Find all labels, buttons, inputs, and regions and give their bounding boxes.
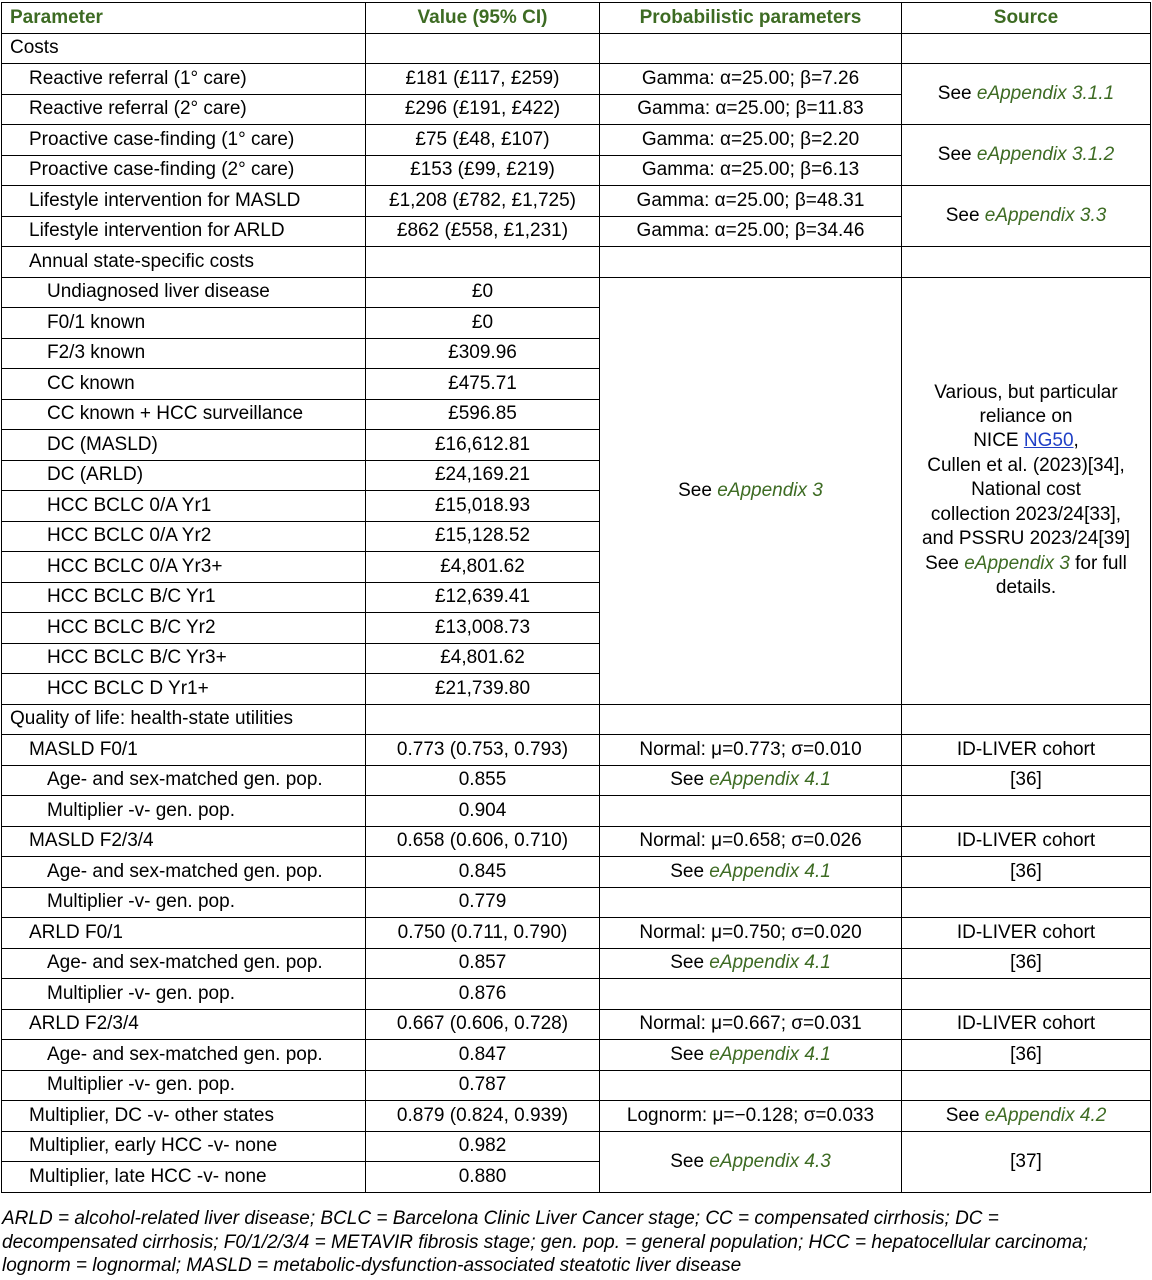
param-cell: Multiplier -v- gen. pop. — [2, 796, 366, 827]
param-cell: Multiplier -v- gen. pop. — [2, 1070, 366, 1101]
value-cell: £296 (£191, £422) — [366, 94, 600, 125]
header-source: Source — [902, 3, 1151, 34]
table-row — [2, 125, 1151, 156]
value-cell: 0.879 (0.824, 0.939) — [366, 1101, 600, 1132]
source-cell: [37] — [902, 1131, 1151, 1192]
param-cell: Lifestyle intervention for ARLD — [2, 216, 366, 247]
table-row — [2, 1131, 1151, 1162]
param-cell: DC (ARLD) — [2, 460, 366, 491]
value-cell: 0.880 — [366, 1162, 600, 1193]
prob-cell: Gamma: α=25.00; β=11.83 — [600, 94, 902, 125]
eappendix-link[interactable]: eAppendix 3.3 — [984, 205, 1107, 226]
source-cell: ID-LIVER cohort — [902, 1009, 1151, 1040]
param-cell: MASLD F2/3/4 — [2, 826, 366, 857]
param-cell: Multiplier, early HCC -v- none — [2, 1131, 366, 1162]
table-row — [2, 1070, 1151, 1101]
param-cell: Lifestyle intervention for MASLD — [2, 186, 366, 217]
table-header-row — [2, 3, 1151, 34]
param-cell: Proactive case-finding (2° care) — [2, 155, 366, 186]
eappendix-link[interactable]: eAppendix 3 — [717, 479, 823, 501]
value-cell: £1,208 (£782, £1,725) — [366, 186, 600, 217]
section-label: Costs — [2, 33, 366, 64]
param-cell: Reactive referral (2° care) — [2, 94, 366, 125]
value-cell: 0.904 — [366, 796, 600, 827]
source-cell: ID-LIVER cohort — [902, 918, 1151, 949]
table-row — [2, 735, 1151, 766]
param-cell: Multiplier, DC -v- other states — [2, 1101, 366, 1132]
value-cell: £75 (£48, £107) — [366, 125, 600, 156]
param-cell: Undiagnosed liver disease — [2, 277, 366, 308]
table-row — [2, 918, 1151, 949]
prob-cell: See eAppendix 4.3 — [600, 1131, 902, 1192]
prob-cell: See eAppendix 3 — [600, 277, 902, 704]
header-probabilistic: Probabilistic parameters — [600, 3, 902, 34]
param-cell: HCC BCLC B/C Yr1 — [2, 582, 366, 613]
table-row — [2, 765, 1151, 796]
table-row — [2, 948, 1151, 979]
value-cell: 0.855 — [366, 765, 600, 796]
eappendix-link[interactable]: eAppendix 3.1.1 — [976, 83, 1115, 104]
table-row — [2, 887, 1151, 918]
source-cell: See eAppendix 4.2 — [902, 1101, 1151, 1132]
value-cell: £4,801.62 — [366, 643, 600, 674]
table-row — [2, 277, 1151, 308]
param-cell: Age- and sex-matched gen. pop. — [2, 948, 366, 979]
param-cell: ARLD F0/1 — [2, 918, 366, 949]
parameters-table — [1, 2, 1151, 1193]
value-cell: 0.658 (0.606, 0.710) — [366, 826, 600, 857]
param-cell: DC (MASLD) — [2, 430, 366, 461]
table-row — [2, 64, 1151, 95]
source-cell: See eAppendix 3.1.1 — [902, 64, 1151, 125]
value-cell: 0.876 — [366, 979, 600, 1010]
value-cell: 0.787 — [366, 1070, 600, 1101]
param-cell: MASLD F0/1 — [2, 735, 366, 766]
value-cell: £24,169.21 — [366, 460, 600, 491]
section-row-costs — [2, 33, 1151, 64]
param-cell: Multiplier, late HCC -v- none — [2, 1162, 366, 1193]
subsection-label: Annual state-specific costs — [2, 247, 366, 278]
eappendix-link[interactable]: eAppendix 3 — [964, 552, 1070, 574]
value-cell: 0.857 — [366, 948, 600, 979]
source-cell: See eAppendix 3.3 — [902, 186, 1151, 247]
param-cell: Multiplier -v- gen. pop. — [2, 887, 366, 918]
value-cell: 0.847 — [366, 1040, 600, 1071]
eappendix-link[interactable]: eAppendix 4.1 — [709, 860, 831, 882]
param-cell: HCC BCLC B/C Yr2 — [2, 613, 366, 644]
prob-cell: Gamma: α=25.00; β=48.31 — [600, 186, 902, 217]
source-cell: [36] — [902, 857, 1151, 888]
value-cell: £4,801.62 — [366, 552, 600, 583]
value-cell: £475.71 — [366, 369, 600, 400]
prob-cell: Gamma: α=25.00; β=2.20 — [600, 125, 902, 156]
table-row — [2, 826, 1151, 857]
source-cell: See eAppendix 3.1.2 — [902, 125, 1151, 186]
table-row — [2, 1040, 1151, 1071]
header-value: Value (95% CI) — [366, 3, 600, 34]
value-cell: £15,128.52 — [366, 521, 600, 552]
value-cell: £596.85 — [366, 399, 600, 430]
param-cell: HCC BCLC B/C Yr3+ — [2, 643, 366, 674]
prob-cell: See eAppendix 4.1 — [600, 948, 902, 979]
value-cell: £13,008.73 — [366, 613, 600, 644]
value-cell: £181 (£117, £259) — [366, 64, 600, 95]
param-cell: Reactive referral (1° care) — [2, 64, 366, 95]
param-cell: Age- and sex-matched gen. pop. — [2, 857, 366, 888]
ng50-link[interactable]: NG50 — [1023, 430, 1074, 452]
prob-cell: Gamma: α=25.00; β=7.26 — [600, 64, 902, 95]
table-row — [2, 186, 1151, 217]
prob-cell: Gamma: α=25.00; β=6.13 — [600, 155, 902, 186]
value-cell: £309.96 — [366, 338, 600, 369]
eappendix-link[interactable]: eAppendix 4.1 — [709, 952, 831, 974]
value-cell: £21,739.80 — [366, 674, 600, 705]
param-cell: HCC BCLC 0/A Yr2 — [2, 521, 366, 552]
value-cell: 0.845 — [366, 857, 600, 888]
prob-cell: Gamma: α=25.00; β=34.46 — [600, 216, 902, 247]
prob-cell: Lognorm: μ=−0.128; σ=0.033 — [600, 1101, 902, 1132]
eappendix-link[interactable]: eAppendix 4.1 — [709, 769, 831, 791]
param-cell: HCC BCLC 0/A Yr1 — [2, 491, 366, 522]
eappendix-link[interactable]: eAppendix 4.2 — [984, 1104, 1107, 1126]
prob-cell: Normal: μ=0.667; σ=0.031 — [600, 1009, 902, 1040]
param-cell: Age- and sex-matched gen. pop. — [2, 1040, 366, 1071]
param-cell: CC known + HCC surveillance — [2, 399, 366, 430]
source-cell: [36] — [902, 948, 1151, 979]
value-cell: £0 — [366, 277, 600, 308]
prob-cell: Normal: μ=0.750; σ=0.020 — [600, 918, 902, 949]
param-cell: ARLD F2/3/4 — [2, 1009, 366, 1040]
prob-cell: See eAppendix 4.1 — [600, 1040, 902, 1071]
value-cell: 0.982 — [366, 1131, 600, 1162]
prob-cell: See eAppendix 4.1 — [600, 857, 902, 888]
param-cell: F0/1 known — [2, 308, 366, 339]
param-cell: HCC BCLC 0/A Yr3+ — [2, 552, 366, 583]
value-cell: £153 (£99, £219) — [366, 155, 600, 186]
source-cell: [36] — [902, 1040, 1151, 1071]
source-cell: ID-LIVER cohort — [902, 735, 1151, 766]
table-footnote: ARLD = alcohol-related liver disease; BCLC = Barcelona Clinic Liver Cancer stage; CC = compensated cirrhosis; DC = decompensated cirrhosis; F0/1/2/3/4 = METAVIR fibrosis stage; gen. pop. = general population; HCC = hepatocellular carcinoma; lognorm = lognormal; MASLD = metabolic-dysfunction-associated steatotic liver disease — [2, 1208, 1088, 1276]
param-cell: Proactive case-finding (1° care) — [2, 125, 366, 156]
param-cell: CC known — [2, 369, 366, 400]
value-cell: 0.779 — [366, 887, 600, 918]
prob-cell: See eAppendix 4.1 — [600, 765, 902, 796]
param-cell: F2/3 known — [2, 338, 366, 369]
value-cell: £0 — [366, 308, 600, 339]
eappendix-link[interactable]: eAppendix 4.3 — [709, 1150, 831, 1172]
prob-cell: Normal: μ=0.658; σ=0.026 — [600, 826, 902, 857]
source-cell: Various, but particular reliance on NICE NG50, Cullen et al. (2023)[34], National cost collection 2023/24[33], and PSSRU 2023/24[39] See eAppendix 3 for full details. — [902, 277, 1151, 704]
table-row — [2, 979, 1151, 1010]
eappendix-link[interactable]: eAppendix 4.1 — [709, 1043, 831, 1065]
table-row — [2, 796, 1151, 827]
value-cell: 0.667 (0.606, 0.728) — [366, 1009, 600, 1040]
table-row — [2, 1009, 1151, 1040]
table-row — [2, 857, 1151, 888]
value-cell: £862 (£558, £1,231) — [366, 216, 600, 247]
param-cell: Age- and sex-matched gen. pop. — [2, 765, 366, 796]
source-cell: [36] — [902, 765, 1151, 796]
source-cell: ID-LIVER cohort — [902, 826, 1151, 857]
value-cell: 0.750 (0.711, 0.790) — [366, 918, 600, 949]
table-row — [2, 1101, 1151, 1132]
header-parameter: Parameter — [2, 3, 366, 34]
value-cell: £16,612.81 — [366, 430, 600, 461]
section-row-quality-of-life — [2, 704, 1151, 735]
param-cell: HCC BCLC D Yr1+ — [2, 674, 366, 705]
prob-cell: Normal: μ=0.773; σ=0.010 — [600, 735, 902, 766]
eappendix-link[interactable]: eAppendix 3.1.2 — [976, 144, 1115, 165]
value-cell: £12,639.41 — [366, 582, 600, 613]
subsection-row — [2, 247, 1151, 278]
param-cell: Multiplier -v- gen. pop. — [2, 979, 366, 1010]
value-cell: 0.773 (0.753, 0.793) — [366, 735, 600, 766]
section-label: Quality of life: health-state utilities — [2, 704, 366, 735]
value-cell: £15,018.93 — [366, 491, 600, 522]
